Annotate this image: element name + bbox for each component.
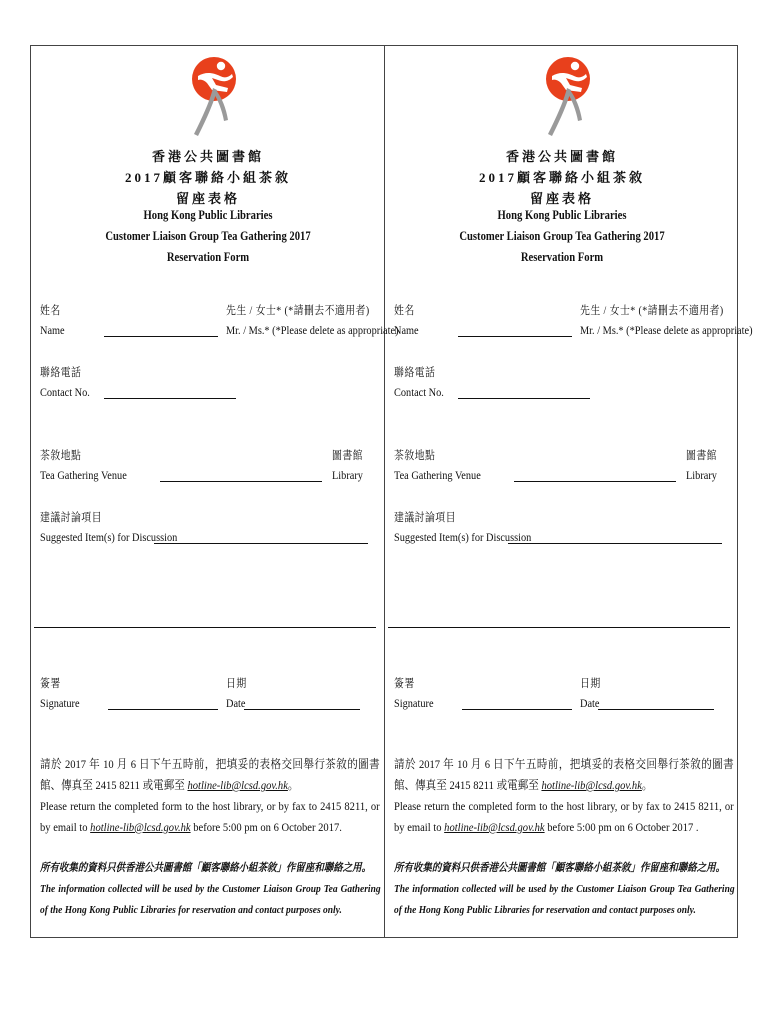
instructions-en-part1: Please return the completed form to the host library, or by fax to 2415 8211, or by email to <box>394 799 734 834</box>
library-label-en: Library <box>332 468 363 482</box>
discussion-field-line2[interactable] <box>34 627 376 628</box>
discussion-field-line1[interactable] <box>154 543 368 544</box>
contact-label-zh: 聯絡電話 <box>40 367 82 379</box>
privacy-zh: 所有收集的資料只供香港公共圖書館「顧客聯絡小組茶敘」作留座和聯絡之用。 <box>394 862 726 874</box>
venue-label-zh: 茶敘地點 <box>394 450 436 462</box>
discussion-label-en: Suggested Item(s) for Discussion <box>394 530 532 544</box>
signature-label-zh: 簽署 <box>40 678 61 690</box>
instructions-zh-part2: 。 <box>287 778 299 792</box>
discussion-label-zh: 建議討論項目 <box>40 512 102 524</box>
name-label-zh: 姓名 <box>394 305 415 317</box>
venue-field[interactable] <box>514 481 676 482</box>
reservation-form-left <box>32 45 399 938</box>
signature-label-zh: 簽署 <box>394 678 415 690</box>
name-field[interactable] <box>104 336 218 337</box>
date-label-zh: 日期 <box>226 678 247 690</box>
instructions <box>40 754 380 838</box>
signature-field[interactable] <box>462 709 572 710</box>
discussion-label-zh: 建議討論項目 <box>394 512 456 524</box>
privacy-zh: 所有收集的資料只供香港公共圖書館「顧客聯絡小組茶敘」作留座和聯絡之用。 <box>40 862 372 874</box>
contact-field[interactable] <box>458 398 590 399</box>
date-field[interactable] <box>244 709 360 710</box>
date-label-zh: 日期 <box>580 678 601 690</box>
contact-label-zh: 聯絡電話 <box>394 367 436 379</box>
header-en-line1: Hong Kong Public Libraries <box>497 208 627 222</box>
email-link-zh[interactable]: hotline-lib@lcsd.gov.hk <box>187 778 288 792</box>
venue-label-en: Tea Gathering Venue <box>394 468 481 482</box>
privacy-notice <box>40 858 380 921</box>
hkpl-logo-icon <box>188 54 238 140</box>
name-label-en: Name <box>394 323 419 337</box>
instructions-zh-part2: 。 <box>641 778 653 792</box>
signature-field[interactable] <box>108 709 218 710</box>
header-en-line1: Hong Kong Public Libraries <box>143 208 273 222</box>
header-zh-line3: 留座表格 <box>529 191 594 206</box>
name-field[interactable] <box>458 336 572 337</box>
header-zh-line1: 香港公共圖書館 <box>505 149 618 164</box>
venue-label-en: Tea Gathering Venue <box>40 468 127 482</box>
title-option-zh: 先生 / 女士* (*請刪去不適用者) <box>226 305 370 317</box>
header-en-line3: Reservation Form <box>520 250 604 264</box>
name-label-zh: 姓名 <box>40 305 61 317</box>
library-label-en: Library <box>686 468 717 482</box>
venue-label-zh: 茶敘地點 <box>40 450 82 462</box>
title-option-en: Mr. / Ms.* (*Please delete as appropriate) <box>226 323 399 337</box>
header-zh-line2: 2017顧客聯絡小組茶敘 <box>478 170 645 185</box>
title-option-en: Mr. / Ms.* (*Please delete as appropriate) <box>580 323 753 337</box>
instructions <box>394 754 734 838</box>
library-label-zh: 圖書館 <box>686 450 717 462</box>
discussion-field-line2[interactable] <box>388 627 730 628</box>
header-en-line2: Customer Liaison Group Tea Gathering 2017 <box>459 229 665 243</box>
discussion-field-line1[interactable] <box>508 543 722 544</box>
header-zh-line3: 留座表格 <box>175 191 240 206</box>
instructions-en-part2: before 5:00 pm on 6 October 2017 . <box>544 820 699 834</box>
header-en-line3: Reservation Form <box>166 250 250 264</box>
contact-field[interactable] <box>104 398 236 399</box>
venue-field[interactable] <box>160 481 322 482</box>
header-en-line2: Customer Liaison Group Tea Gathering 2017 <box>105 229 311 243</box>
date-field[interactable] <box>598 709 714 710</box>
signature-label-en: Signature <box>40 696 80 710</box>
instructions-zh-part1: 請於 2017 年 10 月 6 日下午五時前，把填妥的表格交回舉行茶敘的圖書館、傳真至 2415 8211 或電郵至 <box>394 757 734 792</box>
instructions-en-part1: Please return the completed form to the host library, or by fax to 2415 8211, or by email to <box>40 799 380 834</box>
contact-label-en: Contact No. <box>394 385 444 399</box>
center-divider <box>384 45 385 938</box>
hkpl-logo-icon <box>542 54 592 140</box>
header-zh-line2: 2017顧客聯絡小組茶敘 <box>124 170 291 185</box>
discussion-label-en: Suggested Item(s) for Discussion <box>40 530 178 544</box>
reservation-form-right <box>386 45 753 938</box>
instructions-zh-part1: 請於 2017 年 10 月 6 日下午五時前，把填妥的表格交回舉行茶敘的圖書館、傳真至 2415 8211 或電郵至 <box>40 757 380 792</box>
email-link-en[interactable]: hotline-lib@lcsd.gov.hk <box>90 820 191 834</box>
date-label-en: Date <box>226 696 246 710</box>
title-option-zh: 先生 / 女士* (*請刪去不適用者) <box>580 305 724 317</box>
privacy-en: The information collected will be used by the Customer Liaison Group Tea Gathering of the Hong Kong Public Libraries for reservation and contact purposes only. <box>40 883 381 916</box>
contact-label-en: Contact No. <box>40 385 90 399</box>
instructions-en-part2: before 5:00 pm on 6 October 2017. <box>190 820 342 834</box>
name-label-en: Name <box>40 323 65 337</box>
date-label-en: Date <box>580 696 600 710</box>
privacy-en: The information collected will be used by the Customer Liaison Group Tea Gathering of the Hong Kong Public Libraries for reservation and contact purposes only. <box>394 883 735 916</box>
signature-label-en: Signature <box>394 696 434 710</box>
email-link-zh[interactable]: hotline-lib@lcsd.gov.hk <box>541 778 642 792</box>
header-zh-line1: 香港公共圖書館 <box>151 149 264 164</box>
email-link-en[interactable]: hotline-lib@lcsd.gov.hk <box>444 820 545 834</box>
library-label-zh: 圖書館 <box>332 450 363 462</box>
privacy-notice <box>394 858 734 921</box>
